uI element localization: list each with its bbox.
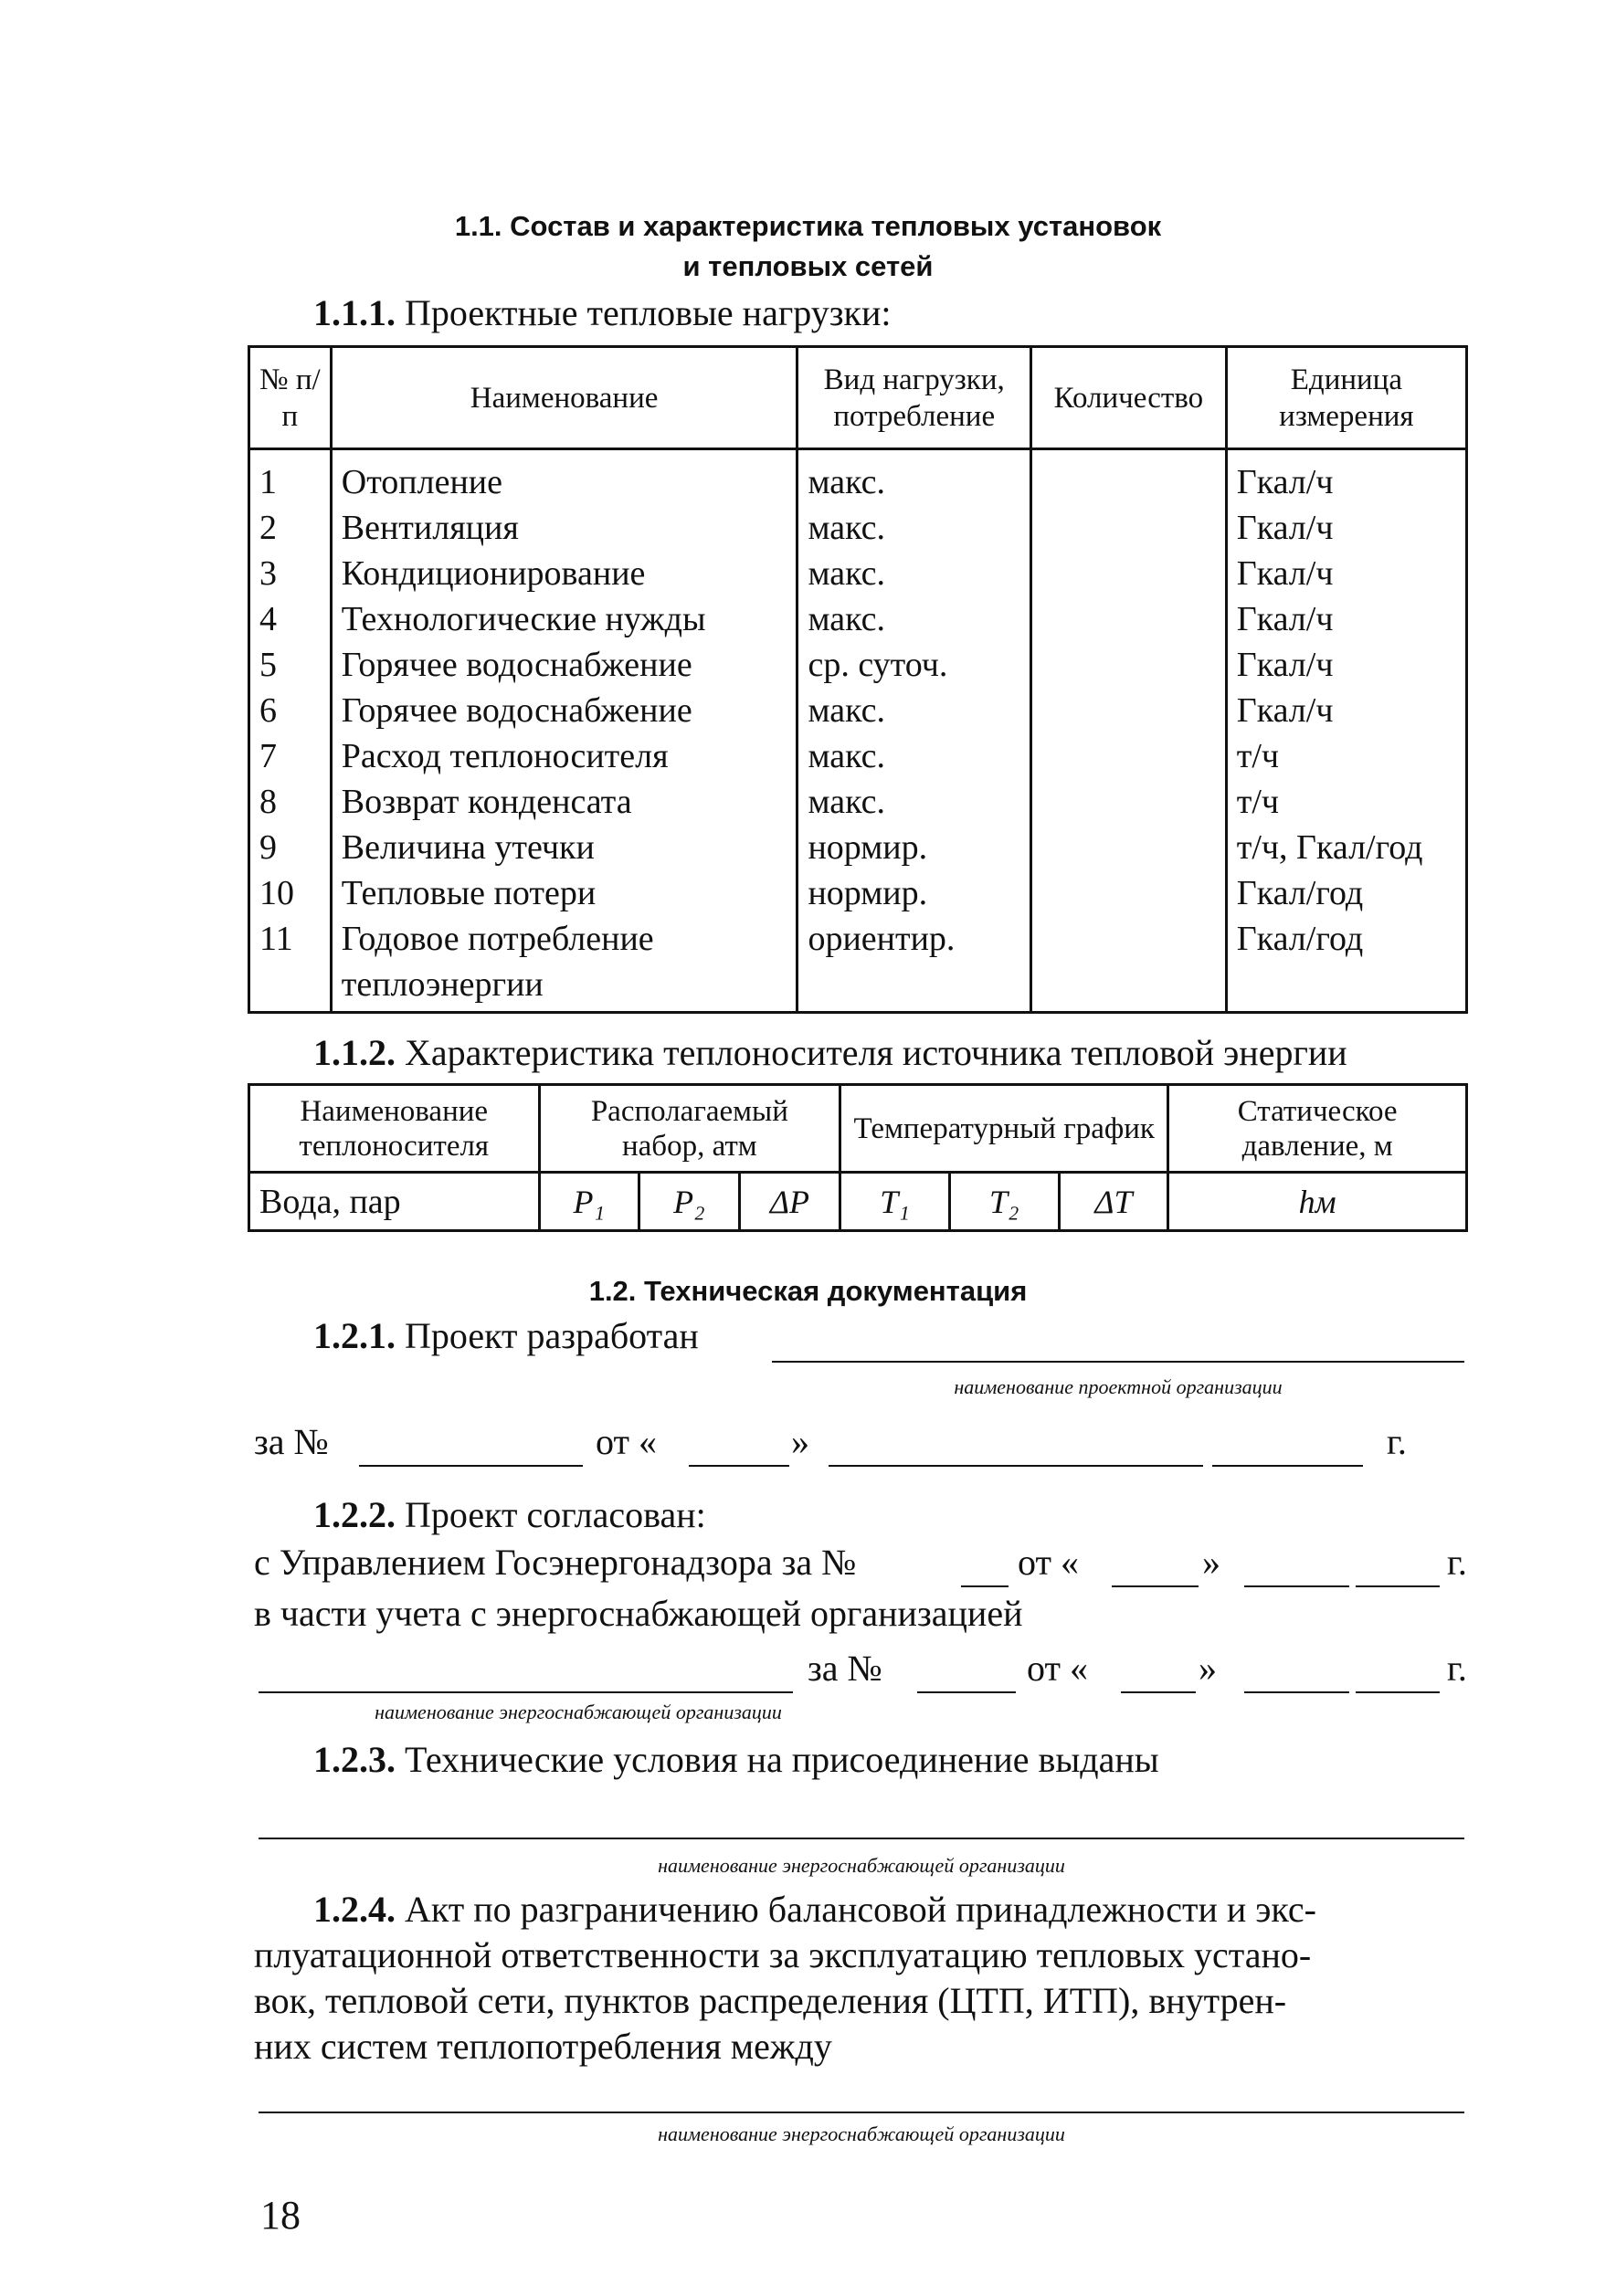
cell-name: Кондиционирование	[331, 551, 797, 596]
year-suffix: г.	[1387, 1421, 1407, 1462]
subsection-number: 1.1.2.	[313, 1032, 396, 1073]
cell-num: 4	[249, 596, 332, 642]
cell-quantity	[1030, 870, 1226, 916]
day-blank	[689, 1465, 789, 1467]
paragraph-line-3: вок, тепловой сети, пунктов распределения (ЦТП, ИТП), внутрен-	[254, 1980, 1287, 2021]
supplier-year-blank	[1356, 1691, 1440, 1693]
cell-unit: Гкал/год	[1226, 916, 1466, 1013]
caption-energy-supplier-2: наименование энергоснабжающей организации	[658, 1854, 1065, 1877]
heat-carrier-table	[248, 1083, 1468, 1232]
cell-unit: т/ч	[1226, 779, 1466, 825]
subsection-1-2-3-heading	[313, 1737, 1159, 1783]
cell-unit: т/ч	[1226, 733, 1466, 779]
cell-name: Горячее водоснабжение	[331, 642, 797, 688]
table-row	[249, 870, 1467, 916]
cell-kind: нормир.	[797, 870, 1031, 916]
subsection-number: 1.2.4.	[313, 1889, 396, 1930]
cell-quantity	[1030, 551, 1226, 596]
subsection-text: Проект согласован:	[405, 1494, 706, 1535]
cell-num: 1	[249, 449, 332, 506]
approval-line-2: в части учета с энергоснабжающей организацией	[254, 1593, 1023, 1634]
design-loads-table	[248, 345, 1468, 1014]
cell-name: Тепловые потери	[331, 870, 797, 916]
cell-num: 8	[249, 779, 332, 825]
balance-act-blank	[259, 2112, 1464, 2113]
cell-quantity	[1030, 825, 1226, 870]
supplier-close-quote: »	[1199, 1648, 1217, 1689]
cell-delta-p: ΔP	[739, 1173, 840, 1231]
cell-quantity	[1030, 505, 1226, 551]
approval-year-blank	[1356, 1585, 1440, 1587]
subsection-text: Технические условия на присоединение выданы	[405, 1739, 1159, 1780]
supplier-date-label: от «	[1027, 1648, 1088, 1689]
table-header-row	[249, 1085, 1467, 1173]
subsection-text: Характеристика теплоносителя источника тепловой энергии	[405, 1032, 1347, 1073]
section-1-1-title-line2: и тепловых сетей	[682, 250, 934, 282]
cell-unit: т/ч, Гкал/год	[1226, 825, 1466, 870]
cell-name: Годовое потребление теплоэнергии	[331, 916, 797, 1013]
cell-quantity	[1030, 596, 1226, 642]
year-blank	[1212, 1465, 1363, 1467]
cell-name: Расход теплоносителя	[331, 733, 797, 779]
approval-date-label: от «	[1018, 1542, 1079, 1583]
paragraph-line-1	[254, 1887, 1465, 1933]
cell-num: 7	[249, 733, 332, 779]
subsection-number: 1.2.1.	[313, 1315, 396, 1356]
cell-unit: Гкал/год	[1226, 870, 1466, 916]
subsection-text: Проектные тепловые нагрузки:	[405, 292, 892, 333]
approval-close-quote: »	[1202, 1542, 1220, 1583]
subsection-1-1-2-heading	[313, 1030, 1347, 1076]
cell-num: 6	[249, 688, 332, 733]
cell-name: Горячее водоснабжение	[331, 688, 797, 733]
cell-p2: P₂	[639, 1173, 740, 1231]
header-kind: Вид нагрузки, потребление	[797, 347, 1031, 449]
cell-quantity	[1030, 449, 1226, 506]
subsection-text: Проект разработан	[405, 1315, 699, 1356]
cell-quantity	[1030, 916, 1226, 1013]
supplier-year-suffix: г.	[1447, 1648, 1467, 1689]
approval-line-1: с Управлением Госэнергонадзора за №	[254, 1542, 857, 1583]
cell-p1: P₁	[539, 1173, 639, 1231]
cell-unit: Гкал/ч	[1226, 551, 1466, 596]
header-name: Наименование	[331, 347, 797, 449]
cell-num: 10	[249, 870, 332, 916]
table-row	[249, 551, 1467, 596]
cell-kind: макс.	[797, 551, 1031, 596]
cell-unit: Гкал/ч	[1226, 505, 1466, 551]
approval-day-blank	[1112, 1585, 1199, 1587]
subsection-1-2-2-heading	[313, 1492, 706, 1538]
subsection-number: 1.1.1.	[313, 292, 396, 333]
cell-hm: hм	[1168, 1173, 1467, 1231]
cell-num: 5	[249, 642, 332, 688]
table-row	[249, 733, 1467, 779]
header-available-head: Располагаемый набор, атм	[539, 1085, 840, 1173]
header-quantity: Количество	[1030, 347, 1226, 449]
approval-month-blank	[1244, 1585, 1349, 1587]
design-organization-blank	[772, 1361, 1464, 1363]
cell-num: 11	[249, 916, 332, 1013]
table-row	[249, 505, 1467, 551]
section-1-2-title: 1.2. Техническая документация	[588, 1275, 1028, 1307]
cell-unit: Гкал/ч	[1226, 642, 1466, 688]
cell-num: 2	[249, 505, 332, 551]
cell-t2: T₂	[949, 1173, 1059, 1231]
number-label: за №	[254, 1421, 329, 1462]
date-close-quote: »	[791, 1421, 809, 1462]
table-row	[249, 825, 1467, 870]
cell-name: Технологические нужды	[331, 596, 797, 642]
table-row	[249, 688, 1467, 733]
table-row	[249, 779, 1467, 825]
supplier-number-blank	[917, 1691, 1016, 1693]
caption-energy-supplier-1: наименование энергоснабжающей организации	[375, 1701, 782, 1723]
page-number: 18	[260, 2193, 301, 2238]
header-carrier: Наименование теплоносителя	[249, 1085, 540, 1173]
caption-design-organization: наименование проектной организации	[954, 1375, 1283, 1398]
cell-name: Величина утечки	[331, 825, 797, 870]
paragraph-line-1-text: Акт по разграничению балансовой принадлежности и экс-	[405, 1889, 1316, 1930]
subsection-number: 1.2.2.	[313, 1494, 396, 1535]
cell-kind: макс.	[797, 505, 1031, 551]
cell-num: 3	[249, 551, 332, 596]
table-row	[249, 642, 1467, 688]
cell-quantity	[1030, 779, 1226, 825]
cell-delta-t: ΔT	[1059, 1173, 1168, 1231]
cell-kind: нормир.	[797, 825, 1031, 870]
cell-kind: макс.	[797, 779, 1031, 825]
technical-conditions-blank	[259, 1838, 1464, 1839]
table-header-row	[249, 347, 1467, 449]
cell-quantity	[1030, 688, 1226, 733]
table-row	[249, 1173, 1467, 1231]
cell-kind: макс.	[797, 733, 1031, 779]
supplier-number-label: за №	[808, 1648, 882, 1689]
paragraph-line-2: плуатационной ответственности за эксплуатацию тепловых устано-	[254, 1934, 1312, 1975]
paragraph-line-4: них систем теплопотребления между	[254, 2026, 832, 2067]
cell-kind: макс.	[797, 688, 1031, 733]
cell-kind: макс.	[797, 596, 1031, 642]
cell-unit: Гкал/ч	[1226, 596, 1466, 642]
cell-kind: ср. суточ.	[797, 642, 1031, 688]
table-row	[249, 596, 1467, 642]
supplier-month-blank	[1244, 1691, 1349, 1693]
cell-t1: T₁	[840, 1173, 950, 1231]
table-row	[249, 916, 1467, 1013]
cell-quantity	[1030, 642, 1226, 688]
cell-unit: Гкал/ч	[1226, 449, 1466, 506]
cell-kind: ориентир.	[797, 916, 1031, 1013]
cell-carrier: Вода, пар	[249, 1173, 540, 1231]
header-temperature-schedule: Температурный график	[840, 1085, 1168, 1173]
month-blank	[829, 1465, 1203, 1467]
subsection-1-2-1-heading	[313, 1313, 699, 1359]
caption-energy-supplier-3: наименование энергоснабжающей организации	[658, 2122, 1065, 2145]
cell-quantity	[1030, 733, 1226, 779]
subsection-1-2-4-paragraph	[254, 1887, 1465, 2070]
supplier-day-blank	[1121, 1691, 1196, 1693]
header-unit: Единица измерения	[1226, 347, 1466, 449]
cell-kind: макс.	[797, 449, 1031, 506]
approval-year-suffix: г.	[1447, 1542, 1467, 1583]
number-blank	[359, 1465, 583, 1467]
subsection-1-1-1-heading	[313, 290, 891, 336]
cell-name: Возврат конденсата	[331, 779, 797, 825]
subsection-number: 1.2.3.	[313, 1739, 396, 1780]
section-1-1-title-line1: 1.1. Состав и характеристика тепловых установок	[454, 210, 1162, 242]
header-static-pressure: Статическое давление, м	[1168, 1085, 1467, 1173]
supplier-name-blank	[259, 1691, 793, 1693]
cell-unit: Гкал/ч	[1226, 688, 1466, 733]
date-day-label: от «	[596, 1421, 657, 1462]
approval-number-blank	[961, 1585, 1009, 1587]
cell-num: 9	[249, 825, 332, 870]
cell-name: Отопление	[331, 449, 797, 506]
table-row	[249, 449, 1467, 506]
header-num: № п/п	[249, 347, 332, 449]
cell-name: Вентиляция	[331, 505, 797, 551]
